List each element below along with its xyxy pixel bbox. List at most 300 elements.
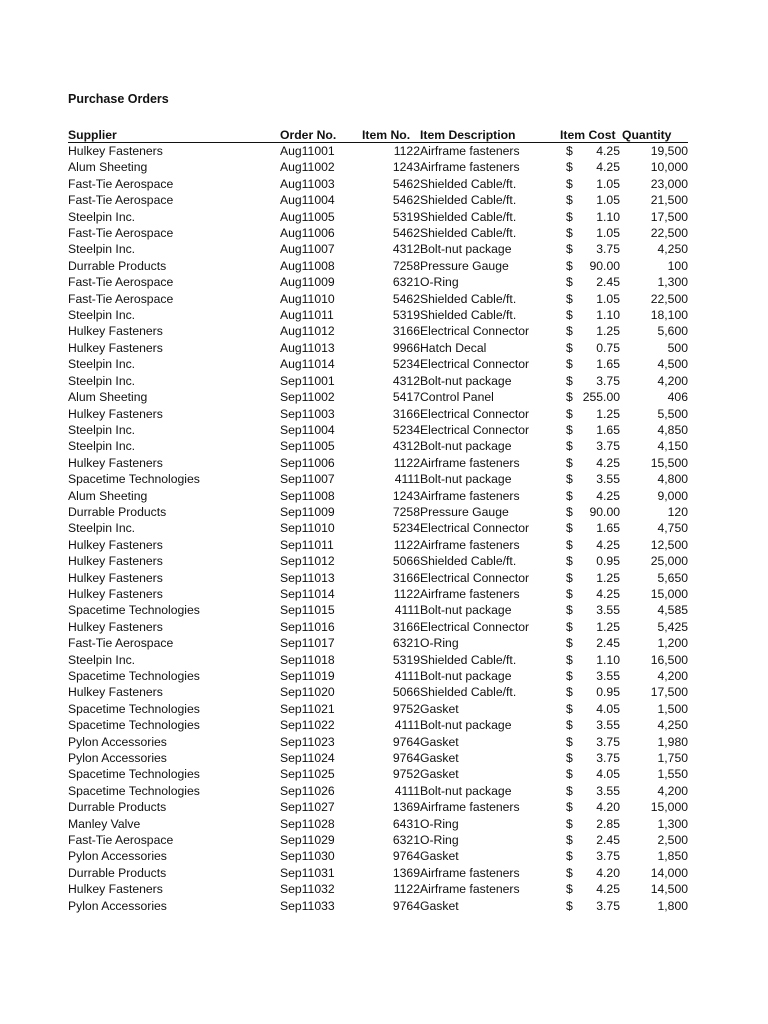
cell-item-cost [560,717,622,733]
cell-item-description: O-Ring [420,833,459,848]
cell-quantity: 22,500 [650,291,688,306]
cell-order-no: Aug11011 [280,308,334,323]
cost-amount: 4.05 [596,701,620,716]
column-header-order-no: Order No. [280,124,362,143]
cell-order-no: Sep11009 [280,504,335,519]
cell-supplier: Steelpin Inc. [68,439,136,454]
cell-item-cost [560,520,622,536]
cell-quantity: 1,550 [657,767,688,782]
cell-supplier: Hulkey Fasteners [68,586,163,601]
cell-item-no: 4111 [394,783,420,798]
cost-amount: 4.05 [596,767,620,782]
cell-supplier: Spacetime Technologies [68,701,200,716]
table-row [68,537,688,553]
cell-supplier: Steelpin Inc. [68,422,136,437]
cell-order-no: Sep11013 [280,570,335,585]
cell-quantity: 4,850 [657,422,688,437]
cell-item-cost [560,635,622,651]
cell-item-no: 4111 [394,718,420,733]
cell-quantity: 2,500 [657,833,688,848]
cell-quantity: 22,500 [650,226,688,241]
cost-amount: 1.10 [596,652,620,667]
cell-quantity: 16,500 [650,652,688,667]
cell-order-no: Sep11008 [280,488,335,503]
cell-order-no: Sep11032 [280,882,335,897]
table-row [68,143,688,160]
cell-item-no: 1122 [393,455,420,470]
currency-symbol: $ [566,226,573,241]
cell-order-no: Sep11022 [280,718,335,733]
table-row [68,176,688,192]
currency-symbol: $ [566,439,573,454]
cost-amount: 1.05 [596,226,620,241]
cost-amount: 3.55 [596,718,620,733]
cell-supplier: Hulkey Fasteners [68,144,163,158]
cell-supplier: Steelpin Inc. [68,652,136,667]
cell-item-no: 6321 [392,833,420,848]
cell-supplier: Spacetime Technologies [68,718,200,733]
table-row [68,684,688,700]
table-row [68,373,688,389]
cell-item-description: Shielded Cable/ft. [420,209,517,224]
cell-quantity: 4,200 [657,783,688,798]
cell-item-cost [560,291,622,307]
cell-supplier: Pylon Accessories [68,751,167,766]
table-row [68,602,688,618]
cell-item-no: 5319 [392,652,420,667]
cell-item-cost [560,225,622,241]
cell-quantity: 25,000 [650,554,688,569]
cell-order-no: Sep11012 [280,554,335,569]
table-row [68,701,688,717]
cell-order-no: Sep11011 [280,537,334,552]
cell-supplier: Durrable Products [68,504,167,519]
cell-item-description: Bolt-nut package [420,718,512,733]
cell-order-no: Sep11033 [280,898,335,913]
cell-supplier: Fast-Tie Aerospace [68,291,174,306]
cell-supplier: Pylon Accessories [68,734,167,749]
cell-item-no: 5462 [392,193,420,208]
cost-amount: 2.45 [596,833,620,848]
cell-quantity: 1,500 [657,701,688,716]
currency-symbol: $ [566,800,573,815]
currency-symbol: $ [566,636,573,651]
cell-item-no: 1369 [392,865,420,880]
cell-order-no: Sep11020 [280,685,335,700]
cell-item-description: Airframe fasteners [420,882,520,897]
cell-supplier: Fast-Tie Aerospace [68,176,174,191]
cell-supplier: Hulkey Fasteners [68,324,163,339]
cost-amount: 4.25 [596,160,620,175]
cell-order-no: Aug11007 [280,242,335,257]
cell-item-cost [560,209,622,225]
cell-item-description: Airframe fasteners [420,144,520,158]
cell-item-description: Electrical Connector [420,422,530,437]
cell-order-no: Sep11029 [280,833,335,848]
cell-order-no: Sep11026 [280,783,335,798]
currency-symbol: $ [566,357,573,372]
table-row [68,586,688,602]
cell-supplier: Durrable Products [68,800,167,815]
cell-item-no: 3166 [392,406,420,421]
cost-amount: 3.75 [596,734,620,749]
cost-amount: 4.25 [596,882,620,897]
cell-quantity: 14,000 [650,865,688,880]
cell-item-no: 5319 [392,308,420,323]
cell-item-description: Electrical Connector [420,619,530,634]
table-row [68,307,688,323]
cell-item-cost [560,652,622,668]
cell-quantity: 4,500 [657,357,688,372]
cell-item-no: 9764 [392,849,420,864]
currency-symbol: $ [566,193,573,208]
cost-amount: 4.25 [596,488,620,503]
cell-supplier: Hulkey Fasteners [68,882,163,897]
cost-amount: 1.25 [596,324,620,339]
cell-item-description: Airframe fasteners [420,865,520,880]
currency-symbol: $ [566,504,573,519]
cell-item-no: 4312 [392,439,420,454]
currency-symbol: $ [566,718,573,733]
cell-supplier: Spacetime Technologies [68,767,200,782]
cell-order-no: Aug11010 [280,291,335,306]
table-row [68,471,688,487]
cost-amount: 3.75 [596,373,620,388]
cost-amount: 1.65 [596,357,620,372]
cell-supplier: Spacetime Technologies [68,669,200,683]
cost-amount: 1.05 [596,176,620,191]
cell-item-no: 1122 [393,537,420,552]
currency-symbol: $ [566,669,573,683]
cell-quantity: 1,200 [657,636,688,651]
cell-supplier: Fast-Tie Aerospace [68,226,174,241]
currency-symbol: $ [566,472,573,487]
cost-amount: 3.55 [596,472,620,487]
cell-supplier: Steelpin Inc. [68,357,136,372]
cost-amount: 1.65 [596,521,620,536]
cell-item-cost [560,307,622,323]
cell-quantity: 15,000 [650,586,688,601]
cell-order-no: Sep11002 [280,390,335,405]
cell-item-cost [560,701,622,717]
cell-supplier: Fast-Tie Aerospace [68,193,174,208]
cell-item-cost [560,258,622,274]
cell-quantity: 14,500 [650,882,688,897]
cell-order-no: Sep11031 [280,865,335,880]
cell-quantity: 18,100 [650,308,688,323]
cell-item-description: Electrical Connector [420,324,530,339]
currency-symbol: $ [566,586,573,601]
column-header-supplier: Supplier [68,124,280,143]
cell-item-description: Airframe fasteners [420,800,520,815]
cell-supplier: Steelpin Inc. [68,209,136,224]
table-row [68,241,688,257]
cell-item-description: Airframe fasteners [420,586,520,601]
cell-item-description: Gasket [420,767,459,782]
table-row [68,668,688,684]
cost-amount: 1.10 [596,308,620,323]
cost-amount: 90.00 [589,258,620,273]
cell-quantity: 4,250 [657,718,688,733]
cell-item-no: 5462 [392,176,420,191]
cell-item-no: 9752 [392,701,420,716]
table-row [68,504,688,520]
cell-quantity: 4,200 [657,373,688,388]
table-row [68,553,688,569]
currency-symbol: $ [566,833,573,848]
cell-supplier: Manley Valve [68,816,141,831]
cell-supplier: Alum Sheeting [68,390,148,405]
cell-item-no: 4312 [392,373,420,388]
cell-item-no: 5066 [392,554,420,569]
table-row [68,832,688,848]
cell-order-no: Sep11007 [280,472,335,487]
cell-item-description: Gasket [420,751,459,766]
table-row [68,323,688,339]
cell-item-description: Pressure Gauge [420,504,509,519]
cell-item-cost [560,406,622,422]
table-row [68,488,688,504]
cell-item-description: Airframe fasteners [420,488,520,503]
currency-symbol: $ [566,865,573,880]
table-row [68,734,688,750]
table-row [68,619,688,635]
column-header-item-description: Item Description [420,124,560,143]
cell-quantity: 17,500 [650,685,688,700]
cell-item-description: Shielded Cable/ft. [420,291,517,306]
cell-quantity: 100 [667,258,688,273]
cell-supplier: Alum Sheeting [68,160,148,175]
cell-item-cost [560,488,622,504]
cell-quantity: 21,500 [650,193,688,208]
cell-quantity: 10,000 [650,160,688,175]
table-row [68,783,688,799]
cell-order-no: Sep11018 [280,652,335,667]
cost-amount: 4.25 [596,586,620,601]
cell-quantity: 12,500 [650,537,688,552]
cell-item-description: Gasket [420,849,459,864]
cell-supplier: Hulkey Fasteners [68,537,163,552]
currency-symbol: $ [566,160,573,175]
cell-quantity: 1,800 [657,898,688,913]
cell-item-description: Bolt-nut package [420,472,512,487]
cell-item-cost [560,816,622,832]
cell-item-cost [560,373,622,389]
cell-order-no: Aug11005 [280,209,335,224]
cell-supplier: Steelpin Inc. [68,521,136,536]
table-row [68,389,688,405]
cell-item-no: 1243 [392,160,420,175]
cell-supplier: Durrable Products [68,865,167,880]
cell-item-description: Shielded Cable/ft. [420,685,517,700]
cell-order-no: Sep11010 [280,521,335,536]
currency-symbol: $ [566,619,573,634]
currency-symbol: $ [566,455,573,470]
cell-item-no: 9764 [392,734,420,749]
cell-item-cost [560,356,622,372]
currency-symbol: $ [566,783,573,798]
cell-item-description: Bolt-nut package [420,242,512,257]
cell-item-description: Shielded Cable/ft. [420,308,517,323]
column-header-item-no: Item No. [362,124,420,143]
cell-supplier: Hulkey Fasteners [68,340,163,355]
cost-amount: 3.55 [596,783,620,798]
cell-item-description: Gasket [420,701,459,716]
cell-item-cost [560,176,622,192]
table-row [68,159,688,175]
cell-item-description: Shielded Cable/ft. [420,176,517,191]
cost-amount: 0.95 [596,685,620,700]
currency-symbol: $ [566,275,573,290]
cell-item-cost [560,471,622,487]
currency-symbol: $ [566,898,573,913]
cost-amount: 1.25 [596,619,620,634]
table-row [68,570,688,586]
cell-item-description: Hatch Decal [420,340,487,355]
currency-symbol: $ [566,291,573,306]
cell-supplier: Spacetime Technologies [68,472,200,487]
cost-amount: 4.25 [596,144,620,158]
currency-symbol: $ [566,324,573,339]
cell-quantity: 4,585 [657,603,688,618]
table-row [68,635,688,651]
currency-symbol: $ [566,882,573,897]
cell-order-no: Sep11017 [280,636,335,651]
cell-item-cost [560,766,622,782]
cell-item-cost [560,865,622,881]
cell-item-description: Bolt-nut package [420,439,512,454]
cell-item-description: Shielded Cable/ft. [420,193,517,208]
cell-item-cost [560,799,622,815]
cell-item-description: Electrical Connector [420,357,530,372]
cell-order-no: Aug11002 [280,160,335,175]
cell-item-description: Pressure Gauge [420,258,509,273]
currency-symbol: $ [566,537,573,552]
cell-supplier: Pylon Accessories [68,849,167,864]
cost-amount: 3.75 [596,849,620,864]
cell-item-no: 6321 [392,275,420,290]
cell-quantity: 15,500 [650,455,688,470]
currency-symbol: $ [566,488,573,503]
cell-order-no: Aug11008 [280,258,335,273]
cell-item-cost [560,898,622,914]
cell-item-description: Airframe fasteners [420,537,520,552]
cell-supplier: Fast-Tie Aerospace [68,275,174,290]
cell-item-cost [560,389,622,405]
cell-item-no: 1122 [393,144,420,158]
cell-item-description: Electrical Connector [420,570,530,585]
currency-symbol: $ [566,554,573,569]
cell-item-cost [560,586,622,602]
table-row [68,340,688,356]
cell-quantity: 19,500 [650,144,688,158]
cell-order-no: Sep11028 [280,816,335,831]
cell-item-cost [560,241,622,257]
cell-item-no: 4111 [394,603,420,618]
cell-order-no: Sep11019 [280,669,335,683]
table-row [68,865,688,881]
currency-symbol: $ [566,176,573,191]
cell-order-no: Sep11004 [280,422,335,437]
cell-item-description: Gasket [420,898,459,913]
cell-order-no: Sep11021 [280,701,335,716]
cell-supplier: Steelpin Inc. [68,308,136,323]
cell-item-description: O-Ring [420,816,459,831]
cell-item-no: 3166 [392,570,420,585]
currency-symbol: $ [566,816,573,831]
cell-order-no: Sep11024 [280,751,335,766]
table-row [68,422,688,438]
cell-quantity: 1,300 [657,275,688,290]
purchase-orders-table [68,124,688,914]
currency-symbol: $ [566,521,573,536]
cell-item-cost [560,438,622,454]
cell-quantity: 4,250 [657,242,688,257]
cell-quantity: 23,000 [650,176,688,191]
table-row [68,291,688,307]
table-row [68,209,688,225]
table-row [68,356,688,372]
currency-symbol: $ [566,422,573,437]
cell-item-cost [560,504,622,520]
currency-symbol: $ [566,373,573,388]
cost-amount: 1.05 [596,193,620,208]
cell-item-description: Airframe fasteners [420,160,520,175]
cell-item-no: 6431 [392,816,420,831]
cell-item-description: Control Panel [420,390,494,405]
cell-supplier: Spacetime Technologies [68,603,200,618]
cost-amount: 90.00 [589,504,620,519]
cost-amount: 4.20 [596,800,620,815]
cell-quantity: 4,150 [657,439,688,454]
cell-supplier: Hulkey Fasteners [68,406,163,421]
cell-item-no: 9764 [392,898,420,913]
cell-supplier: Hulkey Fasteners [68,554,163,569]
cell-item-no: 9752 [392,767,420,782]
cell-item-no: 5234 [392,521,420,536]
cell-item-no: 9764 [392,751,420,766]
cell-order-no: Aug11001 [280,144,335,158]
cost-amount: 4.20 [596,865,620,880]
cell-item-no: 5234 [392,422,420,437]
cell-quantity: 120 [667,504,688,519]
cell-item-no: 6321 [392,636,420,651]
cell-item-no: 5417 [392,390,420,405]
cell-item-no: 7258 [392,504,420,519]
cost-amount: 1.65 [596,422,620,437]
cell-quantity: 4,800 [657,472,688,487]
cost-amount: 3.75 [596,898,620,913]
currency-symbol: $ [566,849,573,864]
cost-amount: 0.75 [596,340,620,355]
cell-supplier: Hulkey Fasteners [68,570,163,585]
cell-item-cost [560,750,622,766]
header-row [68,124,688,143]
cell-quantity: 15,000 [650,800,688,815]
cell-order-no: Sep11027 [280,800,335,815]
cell-quantity: 1,750 [657,751,688,766]
table-row [68,274,688,290]
cell-item-description: Shielded Cable/ft. [420,652,517,667]
cell-order-no: Sep11016 [280,619,335,634]
table-row [68,406,688,422]
column-header-quantity: Quantity [622,124,688,143]
table-row [68,848,688,864]
cell-quantity: 406 [667,390,688,405]
cell-supplier: Hulkey Fasteners [68,455,163,470]
cell-item-no: 3166 [392,324,420,339]
cost-amount: 3.55 [596,669,620,683]
